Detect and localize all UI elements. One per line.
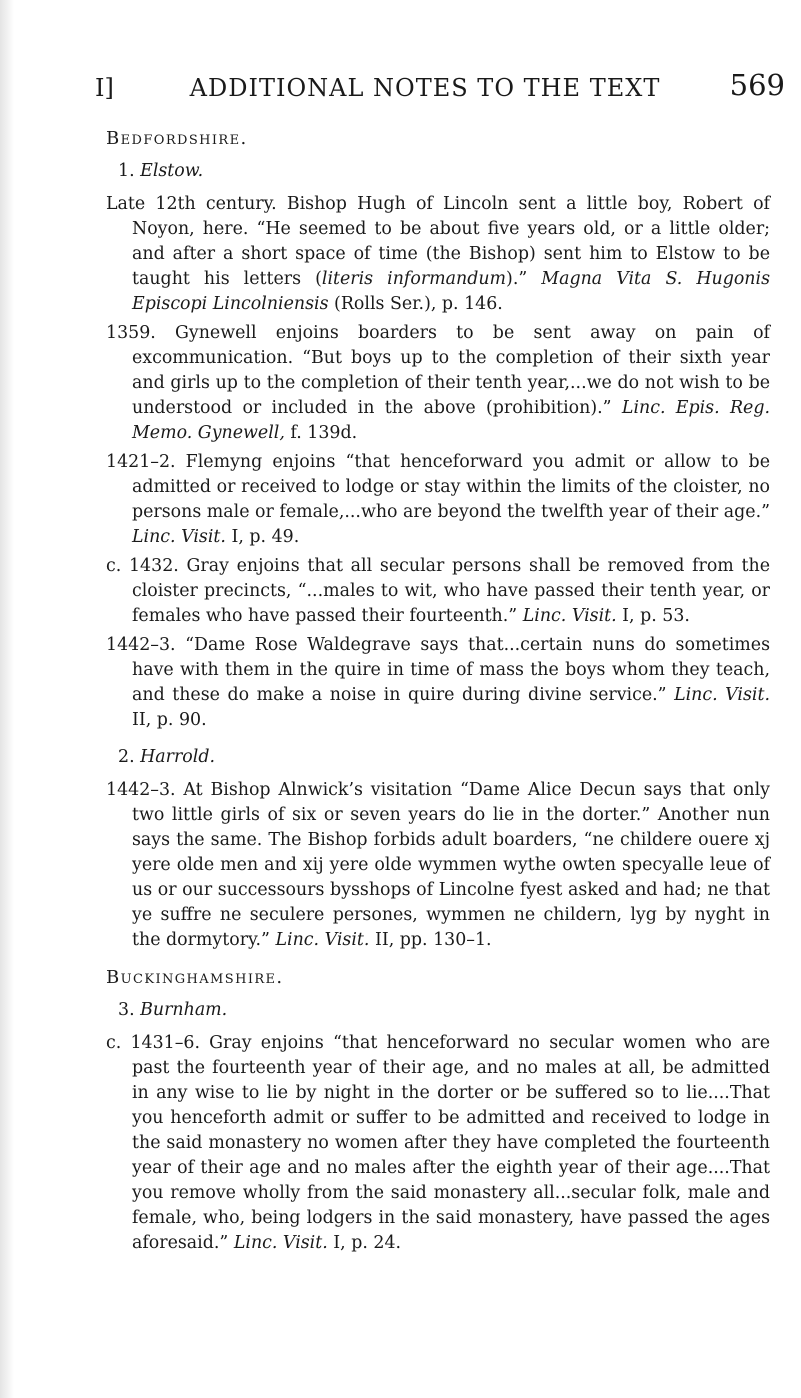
citation-title: Linc. Epis. Reg. Memo. Gynewell, (132, 398, 770, 443)
note-entry: 1421–2. Flemyng enjoins “that henceforward you admit or allow to be admitted or received to lodge or stay within the limits of the cloister, no persons male or female,...who are beyond the twelfth year of their age.” Linc. Visit. I, p. 49. (106, 452, 770, 547)
note-entry: c. 1431–6. Gray enjoins “that henceforward no secular women who are past the fourteenth year of their age, and no males at all, be admitted in any wise to lie by night in the dorter or be suffered so to lie....That you henceforth admit or suffer to be admitted and received to lodge in the said monastery no women after they have completed the fourteenth year of their age and no males after the eighth year of their age....That you remove wholly from the said monastery all...secular folk, male and female, who, being lodgers in the said monastery, have passed the ages aforesaid.” Linc. Visit. I, p. 24. (106, 1033, 770, 1253)
subsection-heading-harrold (118, 745, 770, 770)
citation-title: Linc. Visit. (522, 606, 617, 626)
note-entry: Late 12th century. Bishop Hugh of Lincoln sent a little boy, Robert of Noyon, here. “He seemed to be about five years old, or a little older; and after a short space of time (the Bishop) sent him to Elstow to be taught his letters (literis informandum).” Magna Vita S. Hugonis Episcopi Lincolniensis (Rolls Ser.), p. 146. (106, 194, 770, 314)
citation-title: Magna Vita S. Hugonis Episcopi Lincolniensis (132, 269, 770, 314)
page-number: 569 (729, 68, 785, 102)
note-entry: c. 1432. Gray enjoins that all secular persons shall be removed from the cloister precincts, “...males to wit, who have passed their tenth year, or females who have passed their fourteenth.” Linc. Visit. I, p. 53. (106, 556, 770, 626)
note-entry: 1442–3. At Bishop Alnwick’s visitation “Dame Alice Decun says that only two little girls of six or seven years do lie in the dorter.” Another nun says the same. The Bishop forbids adult boarders, “ne childere ouere xj yere olde men and xij yere olde wymmen wythe owten specyalle leue of us or our successours bysshops of Lincolne fyest asked and had; ne that ye suffre ne seculere persones, wymmen ne childern, lyg by nyght in the dormytory.” Linc. Visit. II, pp. 130–1. (106, 780, 770, 950)
running-title: ADDITIONAL NOTES TO THE TEXT (189, 74, 661, 102)
chapter-mark: I] (95, 74, 114, 102)
place-name: Harrold. (140, 747, 215, 767)
section-heading-buckinghamshire: Buckinghamshire. (106, 967, 284, 988)
citation-title: Linc. Visit. (275, 930, 370, 950)
note-entry: 1442–3. “Dame Rose Waldegrave says that...certain nuns do sometimes have with them in the quire in time of mass the boys whom they teach, and these do make a noise in quire during divine service.” Linc. Visit. II, p. 90. (106, 635, 770, 730)
section-heading-bedfordshire: Bedfordshire. (106, 128, 248, 149)
running-header (95, 68, 785, 114)
note-entry: 1359. Gynewell enjoins boarders to be sent away on pain of excommunication. “But boys up to the completion of their sixth year and girls up to the completion of their tenth year,...we do not wish to be understood or included in the above (prohibition).” Linc. Epis. Reg. Memo. Gynewell, f. 139d. (106, 323, 770, 443)
subsection-number: 2. (118, 747, 135, 767)
place-name: Burnham. (140, 1000, 228, 1020)
subsection-heading-burnham (118, 998, 770, 1023)
citation-title: Linc. Visit. (674, 685, 770, 705)
subsection-heading-elstow (118, 159, 770, 184)
place-name: Elstow. (140, 161, 204, 181)
citation-title: Linc. Visit. (233, 1233, 328, 1253)
page-gutter-shadow (0, 0, 14, 1398)
subsection-number: 1. (118, 161, 135, 181)
citation-title: Linc. Visit. (132, 527, 226, 547)
subsection-number: 3. (118, 1000, 135, 1020)
page-body (106, 126, 770, 1260)
